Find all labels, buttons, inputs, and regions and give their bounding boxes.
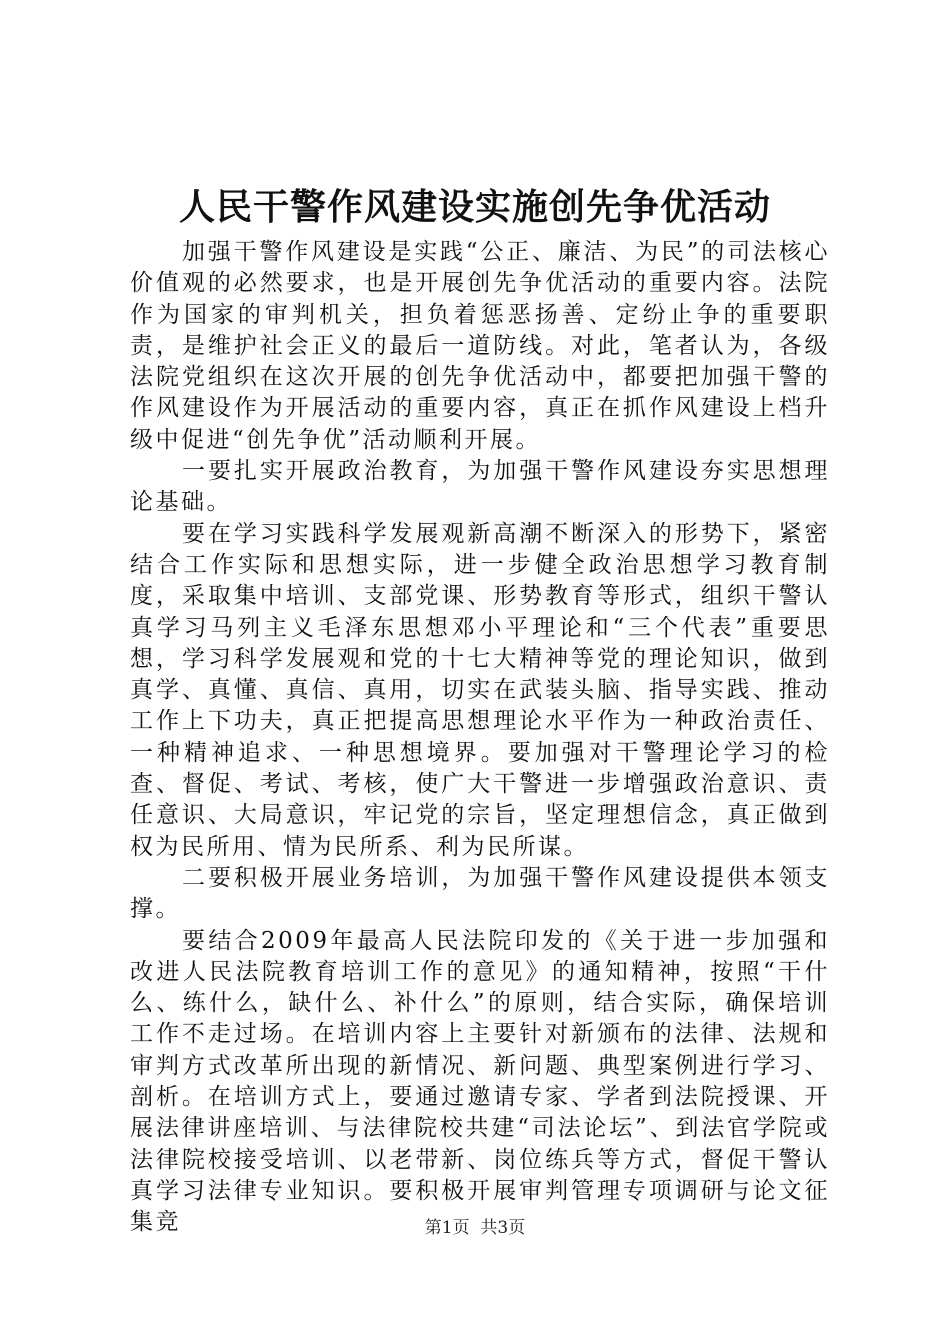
page-number-footer: 第1页 共3页 xyxy=(424,1218,526,1238)
section-heading-political-education: 一要扎实开展政治教育，为加强干警作风建设夯实思想理论基础。 xyxy=(130,458,830,516)
document-body xyxy=(130,237,830,1239)
body-paragraph-political-education: 要在学习实践科学发展观新高潮不断深入的形势下，紧密结合工作实际和思想实际，进一步健全政治思想学习教育制度，采取集中培训、支部党课、形势教育等形式，组织干警认真学习马列主义毛泽东思想邓小平理论和“三个代表”重要思想，学习科学发展观和党的十七大精神等党的理论知识，做到真学、真懂、真信、真用，切实在武装头脑、指导实践、推动工作上下功夫，真正把提高思想理论水平作为一种政治责任、一种精神追求、一种思想境界。要加强对干警理论学习的检查、督促、考试、考核，使广大干警进一步增强政治意识、责任意识、大局意识，牢记党的宗旨，坚定理想信念，真正做到权为民所用、情为民所系、利为民所谋。 xyxy=(130,520,830,860)
body-paragraph-business-training: 要结合2009年最高人民法院印发的《关于进一步加强和改进人民法院教育培训工作的意见》的通知精神，按照“干什么、练什么，缺什么、补什么”的原则，结合实际，确保培训工作不走过场。在培训内容上主要针对新颁布的法律、法规和审判方式改革所出现的新情况、新问题、典型案例进行学习、剖析。在培训方式上，要通过邀请专家、学者到法院授课、开展法律讲座培训、与法律院校共建“司法论坛”、到法官学院或法律院校接受培训、以老带新、岗位练兵等方式，督促干警认真学习法律专业知识。要积极开展审判管理专项调研与论文征集竞 xyxy=(130,927,830,1236)
document-title: 人民干警作风建设实施创先争优活动 xyxy=(178,186,771,228)
body-paragraph-intro: 加强干警作风建设是实践“公正、廉洁、为民”的司法核心价值观的必然要求，也是开展创先争优活动的重要内容。法院作为国家的审判机关，担负着惩恶扬善、定纷止争的重要职责，是维护社会正义的最后一道防线。对此，笔者认为，各级法院党组织在这次开展的创先争优活动中，都要把加强干警的作风建设作为开展活动的重要内容，真正在抓作风建设上档升级中促进“创先争优”活动顺利开展。 xyxy=(130,239,830,453)
section-heading-business-training: 二要积极开展业务培训，为加强干警作风建设提供本领支撑。 xyxy=(130,864,830,923)
